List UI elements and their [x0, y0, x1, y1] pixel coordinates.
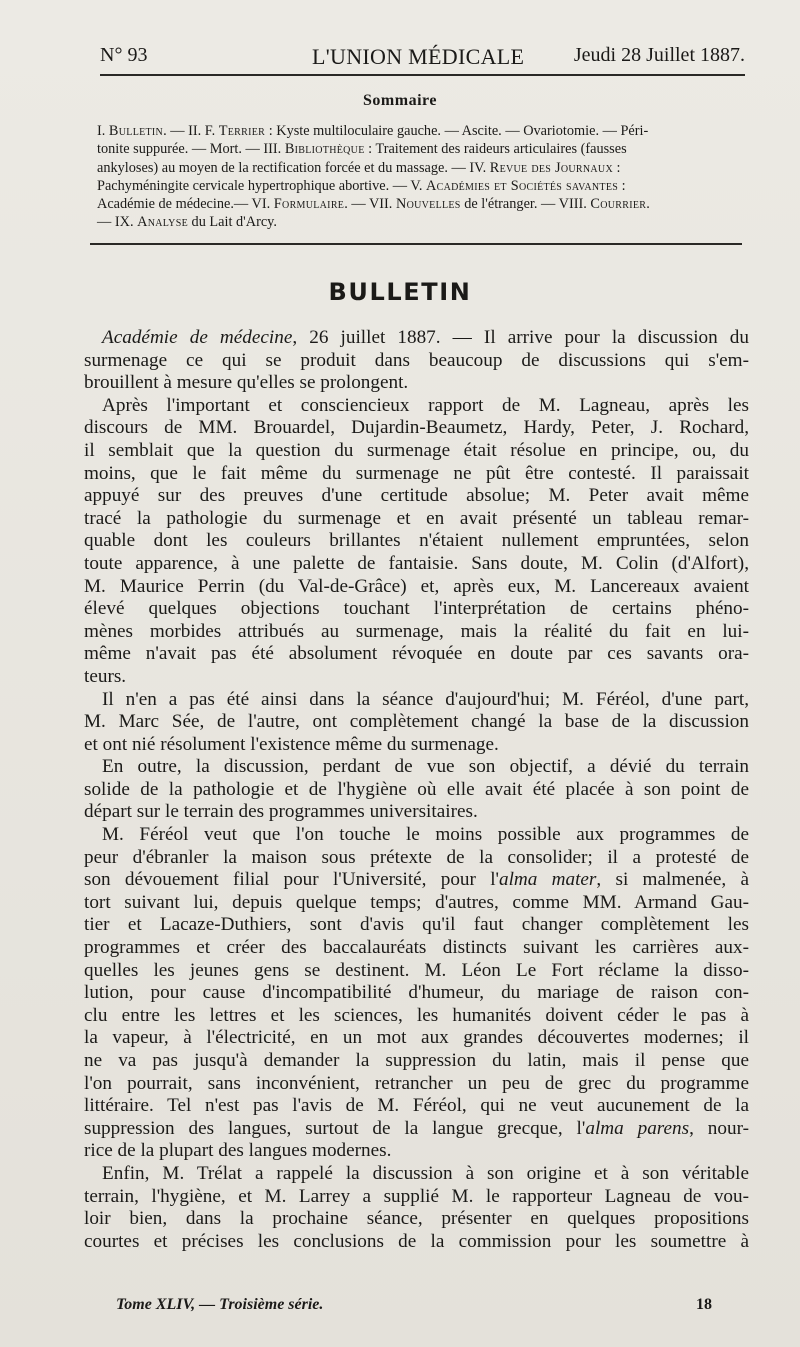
body-line: [84, 350, 749, 373]
sommaire-text: .: [646, 196, 650, 213]
body-text: M. Marc Sée, de l'autre, ont complètement changé la base de la discussion: [84, 711, 749, 733]
body-line: [84, 463, 749, 486]
body-text: , si malmenée, à: [596, 869, 749, 891]
volume-line: Tome XLIV, — Troisième série.: [116, 1296, 324, 1313]
body-line: [84, 937, 749, 960]
body-text: Après l'important et consciencieux rapport de M. Lagneau, après les: [102, 394, 749, 416]
body-line: [84, 1073, 749, 1096]
sommaire-text: :: [612, 159, 621, 176]
body-text: clu entre les lettres et les sciences, les humanités doivent céder le pas à: [84, 1004, 749, 1026]
sommaire-text: Courrier: [590, 196, 647, 213]
body-text: départ sur le terrain des programmes universitaires.: [84, 801, 478, 823]
body-line: [84, 847, 749, 870]
body-line: [84, 869, 749, 892]
sommaire-text: du Lait d'Arcy.: [187, 214, 277, 231]
sommaire-text: Pachyméningite cervicale hypertrophique abortive. — V.: [97, 177, 426, 194]
sommaire-line: [97, 195, 747, 213]
sommaire-text: Académies et Sociétés savantes: [426, 177, 619, 194]
body-line: [84, 666, 749, 689]
body-line: [84, 553, 749, 576]
body-line: [84, 824, 749, 847]
section-rule: [90, 243, 742, 245]
body-text: courtes et précises les conclusions de la commission pour les soumettre à: [84, 1230, 749, 1252]
sommaire-text: . — II. F.: [163, 123, 219, 139]
body-text: peur d'ébranler la maison sous prétexte de la consolider; il a protesté de: [84, 846, 749, 868]
body-text: En outre, la discussion, perdant de vue son objectif, a dévié du terrain: [102, 756, 749, 778]
issue-number: N° 93: [100, 44, 148, 66]
header-rule: [100, 74, 745, 76]
bulletin-title: BULLETIN: [328, 278, 472, 306]
body-text: surmenage ce qui se produit dans beaucoup de discussions qui s'em-: [84, 349, 749, 371]
sommaire-text: : Traitement des raideurs articulaires (fausses: [364, 141, 627, 158]
body-text: discours de MM. Brouardel, Dujardin-Beaumetz, Hardy, Peter, J. Rochard,: [84, 417, 749, 439]
body-line: [84, 1050, 749, 1073]
body-text: il semblait que la question du surmenage était résolue en principe, ou, du: [84, 439, 749, 461]
body-text: teurs.: [84, 665, 127, 687]
sommaire-text: Bulletin: [108, 123, 164, 139]
body-line: [84, 372, 749, 395]
body-text: Enfin, M. Trélat a rappelé la discussion à son origine et à son véritable: [102, 1162, 749, 1184]
body-text: terrain, l'hygiène, et M. Larrey a supplié M. le rapporteur Lagneau de vou-: [84, 1185, 749, 1207]
sommaire-text: tonite suppurée. — Mort. — III.: [97, 141, 285, 158]
sommaire-contents: [97, 122, 747, 232]
body-line: [84, 1095, 749, 1118]
sommaire-line: [97, 213, 747, 231]
body-line: [84, 914, 749, 937]
body-text: Il n'en a pas été ainsi dans la séance d'aujourd'hui; M. Féréol, d'une part,: [102, 688, 749, 710]
body-line: [84, 485, 749, 508]
body-text: , nour-: [689, 1117, 749, 1139]
body-line: [84, 1005, 749, 1028]
body-line: [84, 1140, 749, 1163]
sommaire-text: Bibliothèque: [284, 141, 365, 158]
body-line: [84, 734, 749, 757]
italic-text: alma parens: [585, 1117, 690, 1139]
body-text: programmes et créer des baccalauréats distincts suivant les carrières aux-: [84, 937, 749, 959]
body-text: suppression des langues, surtout de la langue grecque, l': [84, 1117, 586, 1139]
sommaire-line: [97, 177, 747, 195]
body-text: ne va pas jusqu'à demander la suppression du latin, mais il pense que: [84, 1050, 749, 1071]
sommaire-line: [97, 122, 747, 140]
italic-text: alma mater: [498, 869, 597, 891]
body-line: [84, 598, 749, 621]
body-text: littéraire. Tel n'est pas l'avis de M. Féréol, qui ne veut aucunement de la: [84, 1095, 749, 1117]
body-line: [84, 327, 749, 350]
body-text: , 26 juillet 1887. — Il arrive pour la discussion du: [292, 327, 749, 348]
body-line: [84, 1186, 749, 1209]
sommaire-text: :: [618, 177, 626, 194]
body-text: son dévouement filial pour l'Université, pour l': [84, 869, 499, 891]
body-line: [84, 892, 749, 915]
body-text: quable dont les couleurs brillantes n'étaient nullement empruntées, selon: [84, 530, 749, 552]
body-line: [84, 1118, 749, 1141]
body-text: solide de la pathologie et de l'hygiène où elle avait été placée à son point de: [84, 778, 749, 800]
body-line: [84, 982, 749, 1005]
body-text: brouillent à mesure qu'elles se prolongent.: [84, 372, 409, 394]
body-line: [84, 417, 749, 440]
signature-mark: 18: [696, 1296, 712, 1313]
italic-text: Académie de médecine: [102, 327, 293, 348]
sommaire-text: Analyse: [137, 214, 188, 231]
body-line: [84, 530, 749, 553]
sommaire-text: Terrier: [218, 123, 266, 139]
body-text: loir bien, dans la prochaine séance, présenter en quelques propositions: [84, 1208, 749, 1230]
issue-date: Jeudi 28 Juillet 1887.: [573, 44, 745, 66]
bulletin-body: [84, 327, 749, 1253]
sommaire-title: Sommaire: [363, 92, 437, 109]
body-text: M. Maurice Perrin (du Val-de-Grâce) et, après eux, M. Lancereaux avaient: [84, 575, 749, 597]
body-text: la vapeur, à l'électricité, en un mot aux grandes découvertes modernes; il: [84, 1027, 749, 1049]
sommaire-text: Académie de médecine.— VI.: [97, 196, 274, 213]
body-line: [84, 643, 749, 666]
sommaire-text: : Kyste multiloculaire gauche. — Ascite. — Ovariotomie. — Péri-: [265, 123, 649, 139]
sommaire-text: . — VII.: [344, 196, 396, 213]
body-text: lution, pour cause d'incompatibilité d'humeur, du mariage de raison con-: [84, 982, 749, 1004]
sommaire-text: I.: [97, 123, 109, 139]
sommaire-text: de l'étranger. — VIII.: [460, 196, 591, 213]
body-line: [84, 1027, 749, 1050]
running-header: [100, 44, 745, 76]
body-text: et ont nié résolument l'existence même du surmenage.: [84, 733, 499, 755]
body-line: [84, 756, 749, 779]
sommaire-text: Revue des Journaux: [489, 159, 613, 176]
body-text: l'on pourrait, sans inconvénient, retrancher un peu de grec du programme: [84, 1072, 749, 1094]
body-text: rice de la plupart des langues modernes.: [84, 1140, 392, 1162]
body-text: moins, que le fait même du surmenage ne pût être contesté. Il paraissait: [84, 462, 749, 484]
body-text: quelles les jeunes gens se destinent. M. Léon Le Fort réclame la disso-: [84, 959, 749, 981]
body-text: même n'avait pas été absolument révoquée en doute par ces savants ora-: [84, 643, 749, 665]
body-text: élevé quelques objections touchant l'interprétation de certains phéno-: [84, 598, 749, 620]
page-footer: [116, 1296, 712, 1322]
body-line: [84, 508, 749, 531]
sommaire-text: — IX.: [97, 214, 138, 231]
body-text: toute apparence, à une palette de fantaisie. Sans doute, M. Colin (d'Alfort),: [84, 552, 749, 574]
journal-title: L'UNION MÉDICALE: [312, 44, 525, 69]
body-line: [84, 1163, 749, 1186]
body-text: tier et Lacaze-Duthiers, sont d'avis qu'il faut changer complètement les: [84, 914, 749, 936]
body-line: [84, 960, 749, 983]
body-text: tracé la pathologie du surmenage et en avait présenté un tableau remar-: [84, 507, 749, 529]
body-line: [84, 576, 749, 599]
body-line: [84, 689, 749, 712]
sommaire-line: [97, 159, 747, 177]
body-text: mènes morbides attribués au surmenage, mais la réalité du fait en lui-: [84, 620, 749, 642]
body-text: appuyé sur des preuves d'une certitude absolue; M. Peter avait même: [84, 485, 749, 507]
sommaire-text: Formulaire: [273, 196, 345, 213]
sommaire-line: [97, 140, 747, 158]
body-line: [84, 621, 749, 644]
body-text: tort suivant lui, depuis quelque temps; d'autres, comme MM. Armand Gau-: [84, 891, 749, 913]
body-line: [84, 1208, 749, 1231]
body-text: M. Féréol veut que l'on touche le moins possible aux programmes de: [102, 824, 749, 846]
body-line: [84, 711, 749, 734]
body-line: [84, 440, 749, 463]
body-line: [84, 801, 749, 824]
body-line: [84, 779, 749, 802]
body-line: [84, 395, 749, 418]
sommaire-text: ankyloses) au moyen de la rectification forcée et du massage. — IV.: [97, 159, 490, 176]
body-line: [84, 1231, 749, 1254]
sommaire-text: Nouvelles: [395, 196, 461, 213]
